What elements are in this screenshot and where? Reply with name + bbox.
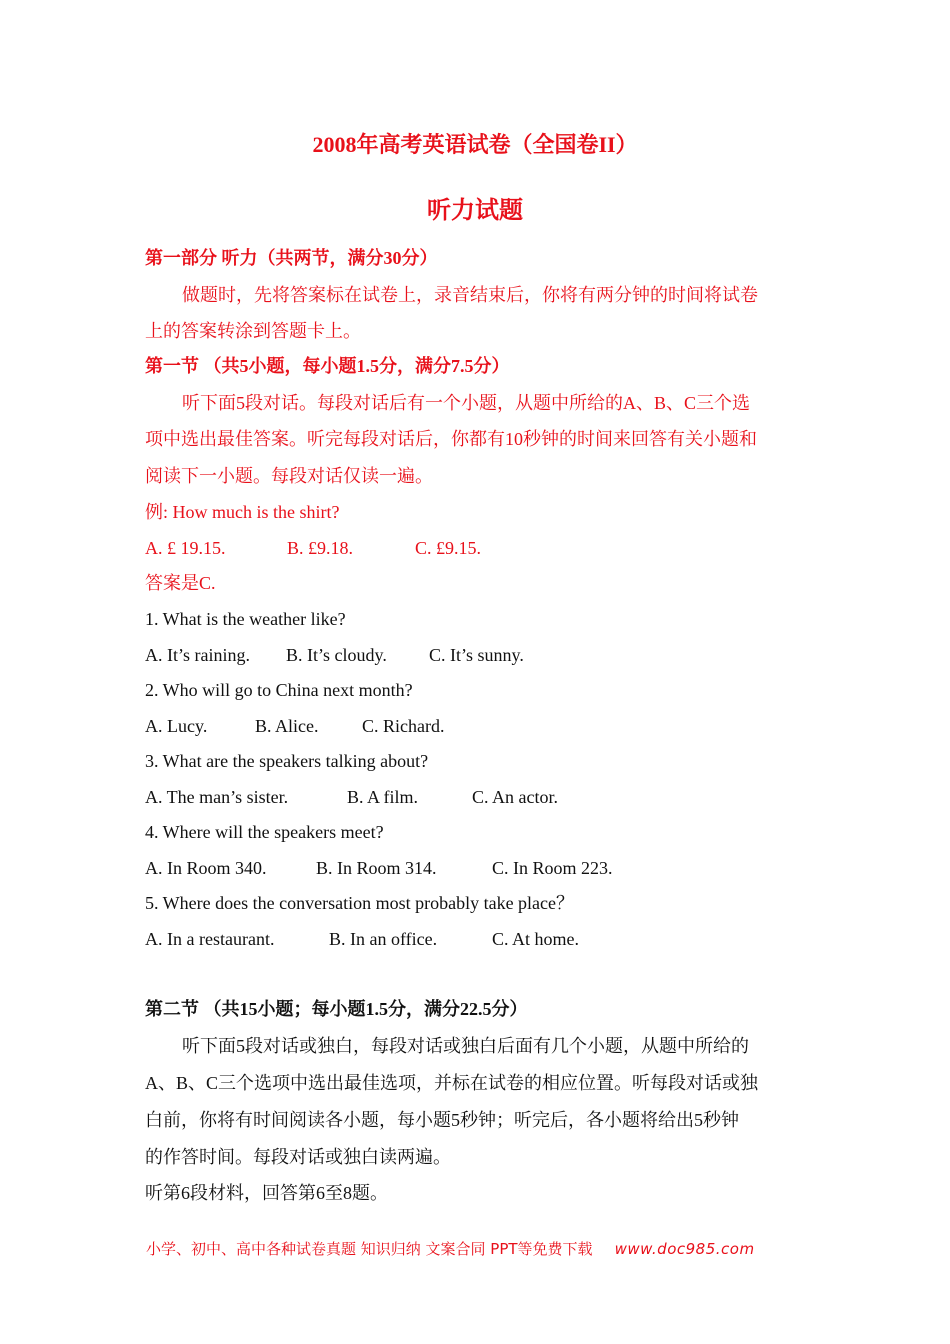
example-option-c: C. £9.15. [415,538,482,558]
section1-instruction-line-2: 项中选出最佳答案。听完每段对话后，你都有10秒钟的时间来回答有关小题和 [145,429,757,449]
question-3-option-c: C. An actor. [472,787,558,807]
question-3-option-b: B. A film. [347,787,419,807]
question-3-option-a: A. The man’s sister. [145,787,289,807]
question-2-option-b: B. Alice. [255,716,319,736]
example-option-b: B. £9.18. [287,538,354,558]
section2-instruction-line-2: A、B、C三个选项中选出最佳选项，并标在试卷的相应位置。听每段对话或独 [145,1073,759,1093]
part1-instruction-line-2: 上的答案转涂到答题卡上。 [145,321,361,341]
question-2: 2. Who will go to China next month? [145,680,413,700]
question-1-options [145,643,524,667]
section2-instruction-line-3: 白前，你将有时间阅读各小题，每小题5秒钟；听完后，各小题将给出5秒钟 [145,1110,739,1130]
part1-heading: 第一部分 听力（共两节，满分30分） [145,248,438,268]
question-4-options [145,856,613,880]
footer-banner [146,1238,755,1259]
question-3: 3. What are the speakers talking about? [145,751,429,771]
document-title: 2008年高考英语试卷（全国卷II） [312,132,638,157]
question-5-option-a: A. In a restaurant. [145,929,275,949]
question-3-options [145,785,558,809]
question-4: 4. Where will the speakers meet? [145,822,384,842]
example-option-a: A. £ 19.15. [145,538,226,558]
section1-instruction-line-1: 听下面5段对话。每段对话后有一个小题，从题中所给的A、B、C三个选 [182,393,751,413]
section2-instruction-line-4: 的作答时间。每段对话或独白读两遍。 [145,1147,451,1167]
question-2-option-a: A. Lucy. [145,716,208,736]
section2-instruction-line-1: 听下面5段对话或独白，每段对话或独白后面有几个小题，从题中所给的 [182,1036,749,1056]
question-1-option-c: C. It’s sunny. [429,645,524,665]
section2-material-line: 听第6段材料，回答第6至8题。 [145,1183,388,1203]
question-5-options [145,927,579,951]
question-5-option-b: B. In an office. [329,929,438,949]
example-answer: 答案是C. [145,573,216,593]
question-2-options [145,714,445,738]
example-options [145,536,481,560]
question-4-option-b: B. In Room 314. [316,858,437,878]
section1-heading: 第一节 （共5小题，每小题1.5分，满分7.5分） [145,356,510,376]
document-subtitle: 听力试题 [427,198,523,224]
question-1-option-b: B. It’s cloudy. [286,645,387,665]
footer-text: 小学、初中、高中各种试卷真题 知识归纳 文案合同 PPT等免费下载 [146,1240,593,1258]
footer-url-link[interactable]: www.doc985.com [614,1240,755,1258]
section1-instruction-line-3: 阅读下一小题。每段对话仅读一遍。 [145,466,433,486]
question-1-option-a: A. It’s raining. [145,645,250,665]
question-5-option-c: C. At home. [492,929,580,949]
example-question: 例: How much is the shirt? [145,502,340,522]
section2-heading: 第二节 （共15小题；每小题1.5分，满分22.5分） [145,999,528,1019]
question-2-option-c: C. Richard. [362,716,445,736]
question-4-option-c: C. In Room 223. [492,858,613,878]
part1-instruction-line-1: 做题时，先将答案标在试卷上，录音结束后，你将有两分钟的时间将试卷 [182,285,758,305]
question-4-option-a: A. In Room 340. [145,858,267,878]
question-5: 5. Where does the conversation most probably take place？ [145,893,575,913]
question-1: 1. What is the weather like? [145,609,346,629]
